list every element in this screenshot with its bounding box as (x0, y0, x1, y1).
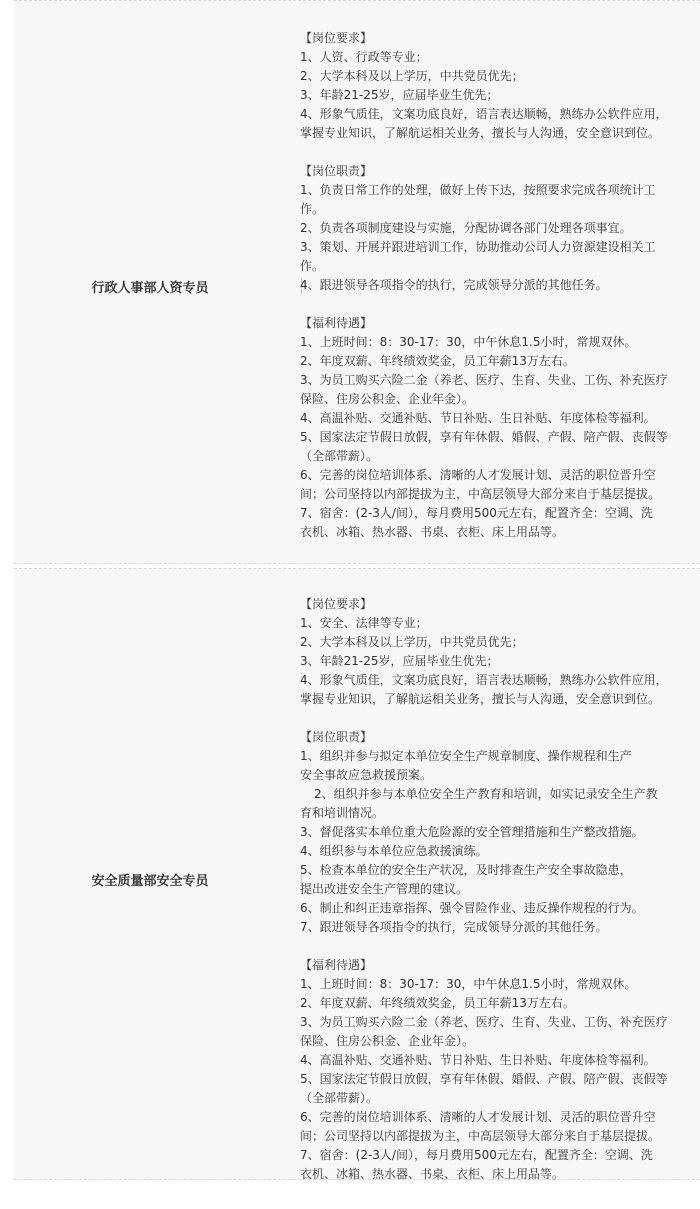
description-line: 3、为员工购买六险二金（养老、医疗、生育、失业、工伤、补充医疗 (300, 373, 668, 387)
job-row (14, 568, 700, 1180)
description-line: 3、督促落实本单位重大危险源的安全管理措施和生产整改措施。 (300, 825, 644, 839)
job-row (14, 1, 700, 564)
description-line: 间；公司坚持以内部提拔为主，中高层领导大部分来自于基层提拔。 (300, 1129, 661, 1143)
description-line: 1、上班时间：8：30-17：30，中午休息1.5小时，常规双休。 (300, 335, 637, 349)
description-cell (300, 595, 696, 1184)
description-line: 4、形象气质佳，文案功底良好，语言表达顺畅，熟练办公软件应用， (300, 673, 668, 687)
position-title: 行政人事部人资专员 (91, 281, 209, 296)
description-line: 7、宿舍：(2-3人/间），每月费用500元左右，配置齐全：空调、洗 (300, 506, 653, 520)
description-line: 【岗位职责】 (300, 730, 373, 744)
description-line: 衣机、冰箱、热水器、书桌、衣柜、床上用品等。 (300, 1167, 565, 1181)
description-line: 3、为员工购买六险二金（养老、医疗、生育、失业、工伤、补充医疗 (300, 1015, 668, 1029)
blank-line (300, 143, 696, 162)
description-line: 【福利待遇】 (300, 958, 373, 972)
description-line: （全部带薪）。 (300, 449, 379, 463)
description-line: 提出改进安全生产管理的建议。 (300, 882, 469, 896)
description-line: 2、组织并参与本单位安全生产教育和培训，如实记录安全生产教 (314, 787, 658, 801)
description-line: 掌握专业知识，了解航运相关业务，擅长与人沟通，安全意识到位。 (300, 692, 661, 706)
description-line: 6、完善的岗位培训体系、清晰的人才发展计划、灵活的职位晋升空 (300, 468, 656, 482)
description-line: 2、大学本科及以上学历，中共党员优先； (300, 635, 524, 649)
description-line: 作。 (300, 259, 325, 273)
description-line: 2、负责各项制度建设与实施，分配协调各部门处理各项事宜。 (300, 221, 632, 235)
position-title: 安全质量部安全专员 (91, 874, 209, 889)
description-line: 3、策划、开展并跟进培训工作，协助推动公司人力资源建设相关工 (300, 240, 656, 254)
blank-line (300, 937, 696, 956)
blank-line (300, 295, 696, 314)
description-line: 育和培训情况。 (300, 806, 385, 820)
description-line: 4、高温补贴、交通补贴、节日补贴、生日补贴、年度体检等福利。 (300, 1053, 656, 1067)
description-cell (300, 29, 696, 542)
description-line: 1、上班时间：8：30-17：30，中午休息1.5小时，常规双休。 (300, 977, 637, 991)
description-line: 4、组织参与本单位应急救援演练。 (300, 844, 488, 858)
description-line: 4、形象气质佳，文案功底良好，语言表达顺畅，熟练办公软件应用， (300, 107, 668, 121)
description-line: 2、年度双薪、年终绩效奖金，员工年薪13万左右。 (300, 354, 575, 368)
description-line: 3、年龄21-25岁，应届毕业生优先； (300, 88, 499, 102)
description-line: 2、年度双薪、年终绩效奖金，员工年薪13万左右。 (300, 996, 575, 1010)
blank-line (300, 709, 696, 728)
description-line: 【福利待遇】 (300, 316, 373, 330)
description-line: 作。 (300, 202, 325, 216)
job-table (14, 0, 700, 1180)
position-cell (14, 1, 286, 563)
description-line: 间；公司坚持以内部提拔为主，中高层领导大部分来自于基层提拔。 (300, 487, 661, 501)
description-line: 5、检查本单位的安全生产状况，及时排查生产安全事故隐患， (300, 863, 632, 877)
description-line: 安全事故应急救援预案。 (300, 768, 433, 782)
description-line: 4、跟进领导各项指令的执行，完成领导分派的其他任务。 (300, 278, 608, 292)
description-line: 【岗位职责】 (300, 164, 373, 178)
description-line: 【岗位要求】 (300, 31, 373, 45)
description-line: 保险、住房公积金、企业年金）。 (300, 392, 475, 406)
description-line: 4、高温补贴、交通补贴、节日补贴、生日补贴、年度体检等福利。 (300, 411, 656, 425)
description-line: 7、跟进领导各项指令的执行，完成领导分派的其他任务。 (300, 920, 608, 934)
position-cell (14, 569, 286, 1179)
description-line: 衣机、冰箱、热水器、书桌、衣柜、床上用品等。 (300, 525, 565, 539)
description-line: 5、国家法定节假日放假，享有年休假、婚假、产假、陪产假、丧假等 (300, 430, 668, 444)
description-line: 1、人资、行政等专业； (300, 50, 428, 64)
description-line: 【岗位要求】 (300, 597, 373, 611)
description-line: 7、宿舍：(2-3人/间），每月费用500元左右，配置齐全：空调、洗 (300, 1148, 653, 1162)
description-line: 6、制止和纠正违章指挥、强令冒险作业、违反操作规程的行为。 (300, 901, 644, 915)
description-line: 保险、住房公积金、企业年金）。 (300, 1034, 475, 1048)
description-line: 1、组织并参与拟定本单位安全生产规章制度、操作规程和生产 (300, 749, 632, 763)
description-line: 3、年龄21-25岁，应届毕业生优先； (300, 654, 499, 668)
description-line: 1、负责日常工作的处理，做好上传下达，按照要求完成各项统计工 (300, 183, 656, 197)
description-line: （全部带薪）。 (300, 1091, 379, 1105)
description-line: 5、国家法定节假日放假，享有年休假、婚假、产假、陪产假、丧假等 (300, 1072, 668, 1086)
description-line: 1、安全、法律等专业； (300, 616, 428, 630)
description-line: 6、完善的岗位培训体系、清晰的人才发展计划、灵活的职位晋升空 (300, 1110, 656, 1124)
description-line: 掌握专业知识，了解航运相关业务，擅长与人沟通，安全意识到位。 (300, 126, 661, 140)
description-line: 2、大学本科及以上学历，中共党员优先； (300, 69, 524, 83)
